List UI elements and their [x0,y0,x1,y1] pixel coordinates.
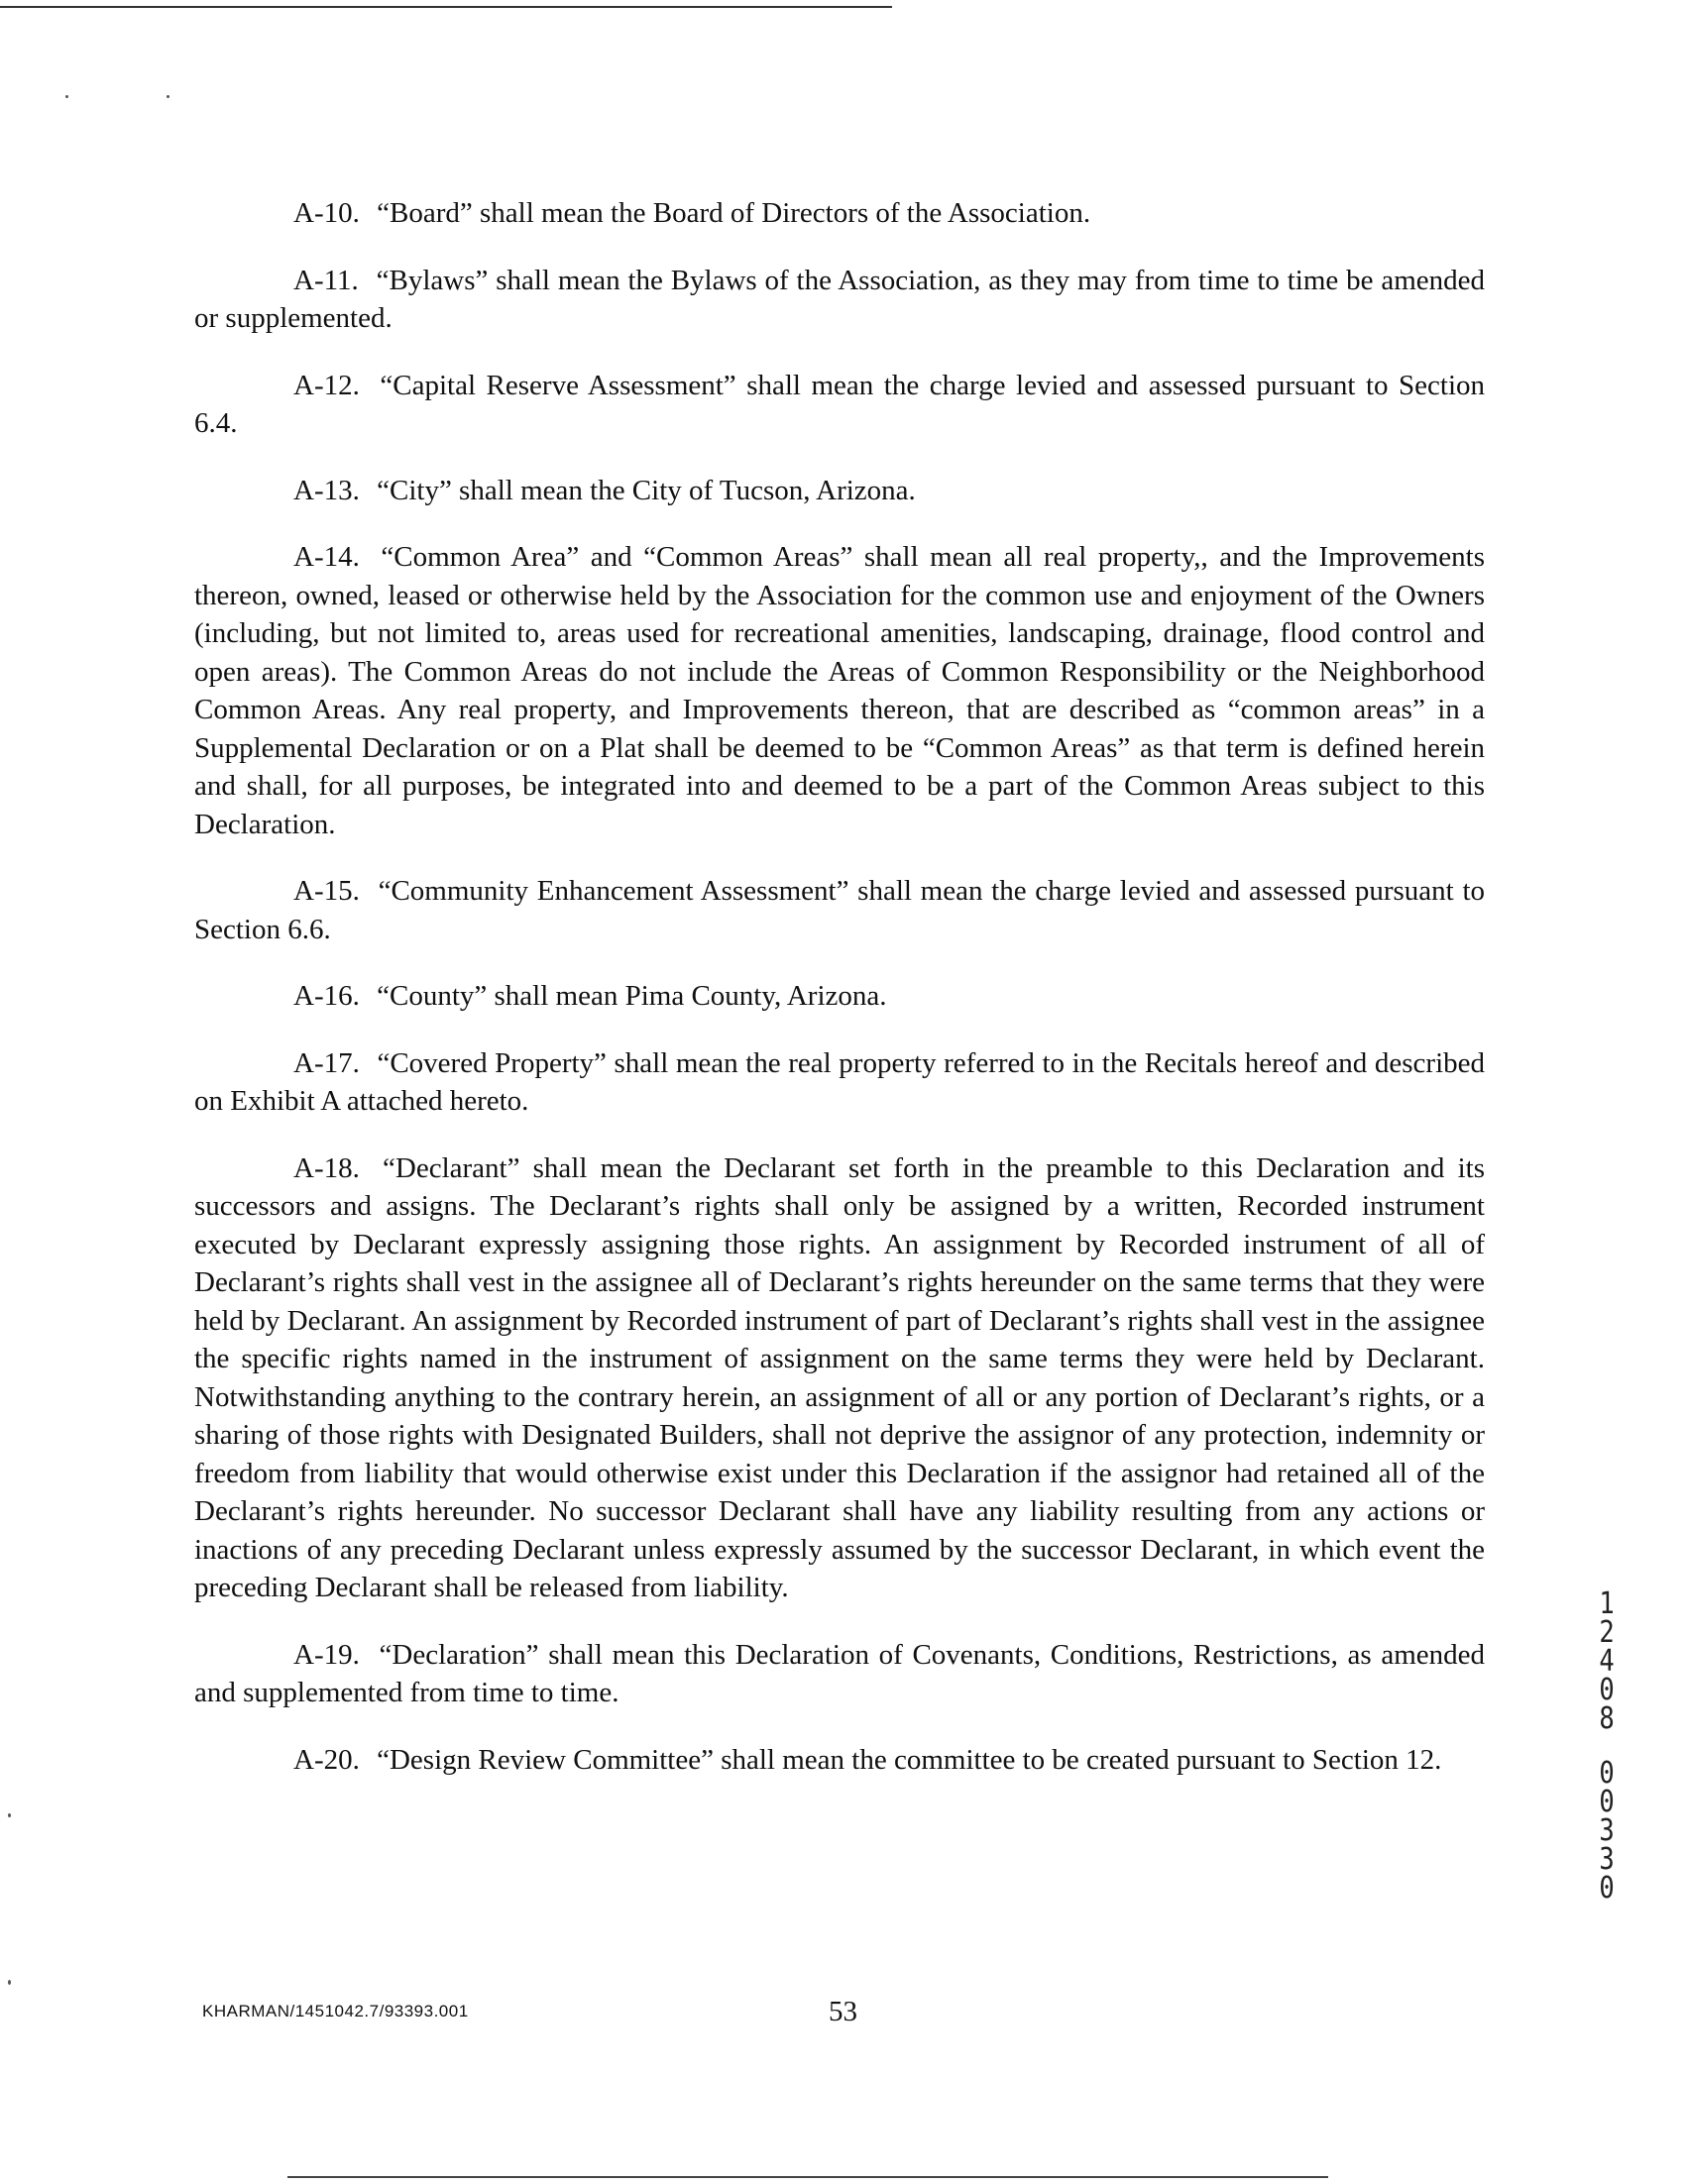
scan-top-border [0,6,892,8]
scan-speck [8,1813,11,1817]
paragraph-text: “Community Enhancement Assessment” shall mean the charge levied and assessed pursuant to Section 6.6. [194,875,1486,945]
paragraph-text: “Declarant” shall mean the Declarant set forth in the preamble to this Declaration and its successors and assigns. The Declarant’s rights shall only be assigned by a written, Recorded instrument executed by Declarant expressly assigning those rights. An assignment by Recorded instrument of all of Declarant’s rights shall vest in the assignee all of Declarant’s rights hereunder on the same terms that they were held by Declarant. An assignment by Recorded instrument of part of Declarant’s rights shall vest in the assignee the specific rights named in the instrument of assignment on the same terms they were held by Declarant. Notwithstanding anything to the contrary herein, an assignment of all or any portion of Declarant’s rights, or a sharing of those rights with Designated Builders, shall not deprive the assignor of any protection, indemnity or freedom from liability that would otherwise exist under this Declaration if the assignor had retained all of the Declarant’s rights hereunder. No successor Declarant shall have any liability resulting from any actions or inactions of any preceding Declarant unless expressly assumed by the successor Declarant, in which event the preceding Declarant shall be released from liability. [194,1151,1485,1603]
paragraph-number: A-11. [293,264,359,296]
stamp-digit: 3 [1599,1842,1615,1877]
paragraph-number: A-16. [293,980,360,1012]
paragraph-text: “Design Review Committee” shall mean the committee to be created pursuant to Section 12. [377,1743,1442,1776]
definition-paragraph [194,262,1485,338]
paragraph-text: “Declaration” shall mean this Declaration of Covenants, Conditions, Restrictions, as amended and supplemented from time to time. [194,1638,1485,1708]
paragraph-text: “Board” shall mean the Board of Directors of the Association. [377,197,1091,229]
scan-speck [8,1980,11,1985]
paragraph-number: A-13. [293,474,360,506]
page-number: 53 [829,1996,857,2027]
paragraph-text: “Covered Property” shall mean the real property referred to in the Recitals hereof and described on Exhibit A attached hereto. [194,1046,1485,1117]
definition-paragraph [194,367,1485,443]
stamp-digit: 8 [1599,1701,1615,1736]
definition-paragraph [194,872,1485,948]
paragraph-number: A-15. [293,875,360,907]
recording-stamp [1594,1586,1620,1906]
definition-paragraph [194,538,1485,843]
document-id-footer: KHARMAN/1451042.7/93393.001 [202,2002,469,2020]
definition-paragraph [194,194,1485,233]
paragraph-number: A-12. [293,369,360,401]
paragraph-number: A-10. [293,197,360,229]
paragraph-number: A-20. [293,1743,360,1776]
scan-speck [65,95,68,98]
definition-paragraph [194,977,1485,1016]
stamp-digit: 0 [1599,1785,1615,1819]
paragraph-text: “County” shall mean Pima County, Arizona. [377,980,887,1012]
paragraph-text: “City” shall mean the City of Tucson, Arizona. [377,474,916,506]
paragraph-text: “Bylaws” shall mean the Bylaws of the Association, as they may from time to time be amended or supplemented. [194,264,1486,334]
definition-paragraph [194,472,1485,510]
stamp-digit: 2 [1599,1615,1615,1650]
definition-paragraph [194,1149,1485,1607]
paragraph-number: A-18. [293,1151,360,1184]
stamp-digit: 1 [1599,1586,1615,1621]
paragraph-number: A-14. [293,541,360,573]
scan-bottom-border [287,2176,1328,2178]
stamp-digit: 0 [1599,1673,1615,1707]
paragraph-text: “Common Area” and “Common Areas” shall mean all real property,, and the Improvements thereon, owned, leased or otherwise held by the Association for the common use and enjoyment of the Owners (including, but not limited to, areas used for recreational amenities, landscaping, drainage, flood control and open areas). The Common Areas do not include the Areas of Common Responsibility or the Neighborhood Common Areas. Any real property, and Improvements thereon, that are described as “common areas” in a Supplemental Declaration or on a Plat shall be deemed to be “Common Areas” as that term is defined herein and shall, for all purposes, be integrated into and deemed to be a part of the Common Areas subject to this Declaration. [194,541,1486,840]
definition-paragraph [194,1741,1485,1780]
stamp-digit: 0 [1599,1756,1615,1791]
paragraph-text: “Capital Reserve Assessment” shall mean the charge levied and assessed pursuant to Section 6.4. [194,369,1485,439]
definition-paragraph [194,1044,1485,1121]
paragraph-number: A-19. [293,1638,360,1671]
scan-speck [167,95,169,98]
paragraph-number: A-17. [293,1046,360,1079]
stamp-digit: 3 [1599,1813,1615,1848]
document-body [194,194,1485,1807]
stamp-digit: 0 [1599,1871,1615,1906]
definition-paragraph [194,1636,1485,1712]
stamp-digit: 4 [1599,1644,1615,1679]
